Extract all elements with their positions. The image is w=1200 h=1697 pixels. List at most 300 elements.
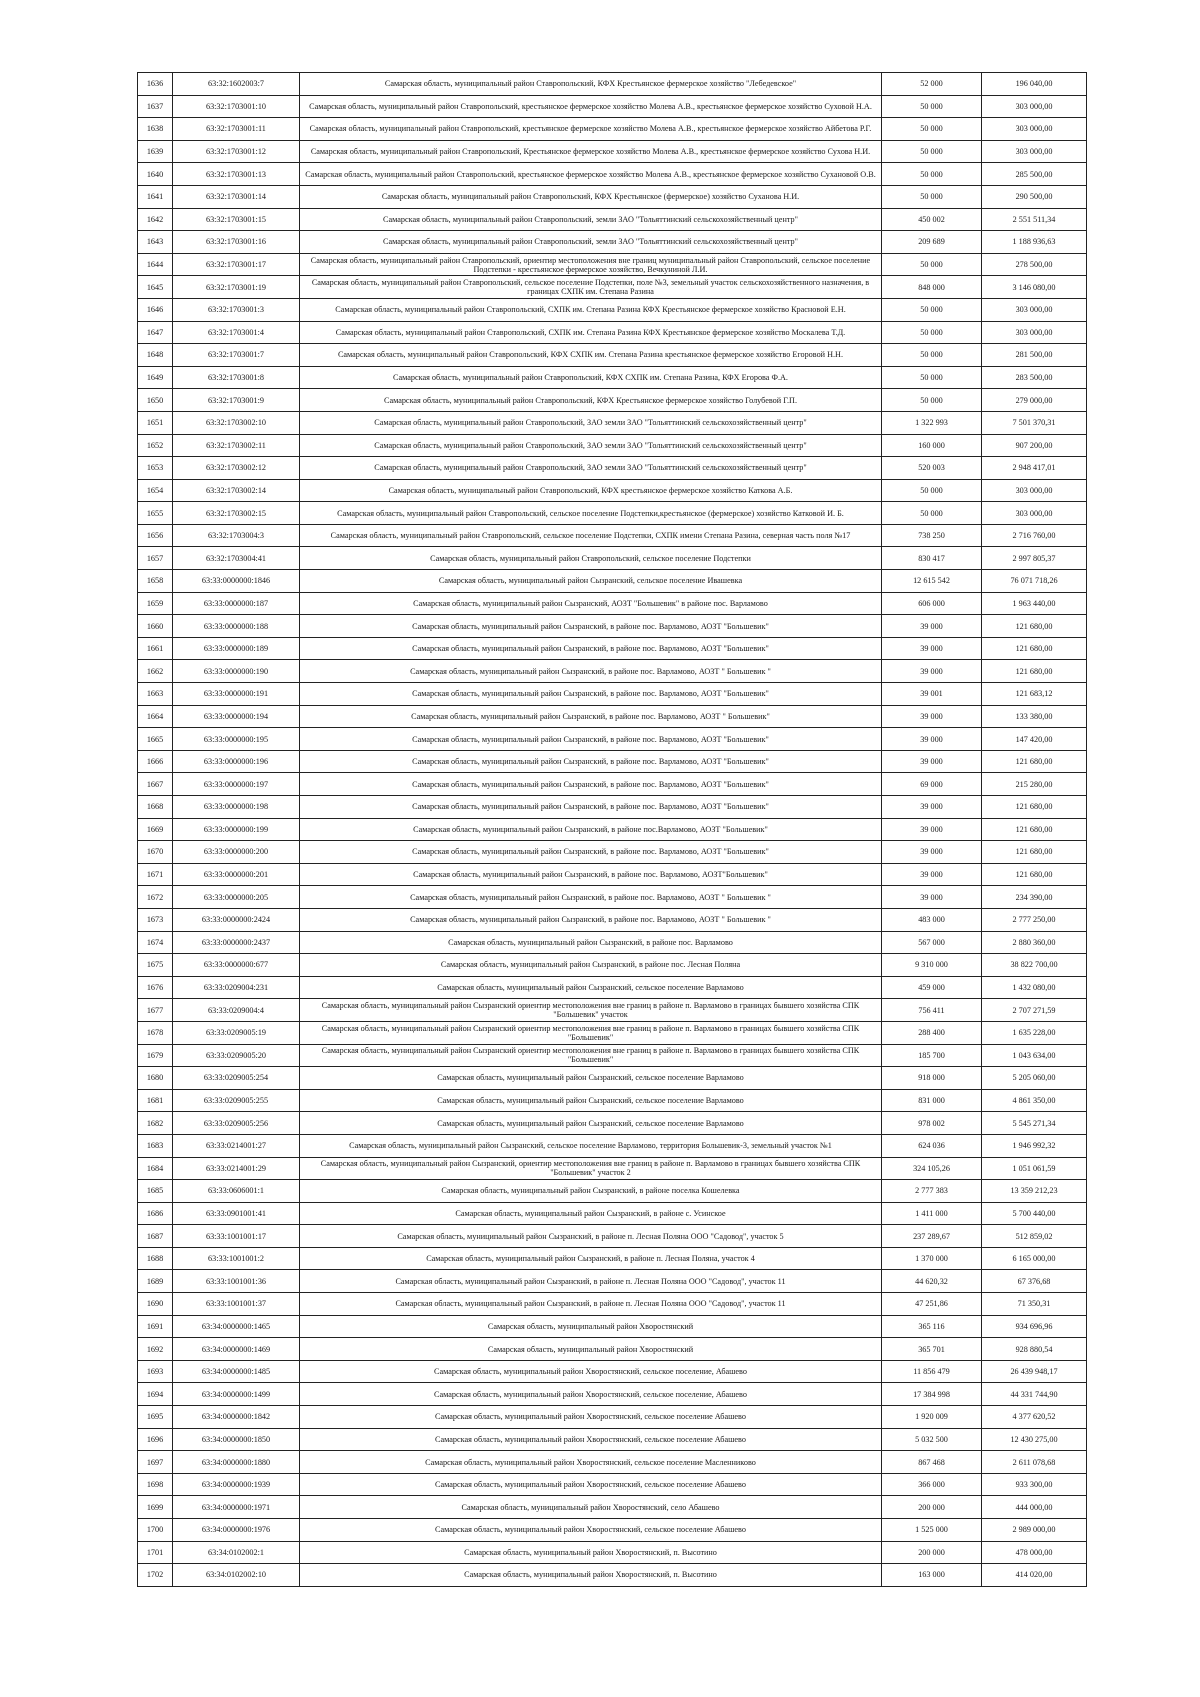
address-cell: Самарская область, муниципальный район Сызранский, сельское поселение Варламово	[300, 1112, 882, 1135]
table-row	[138, 118, 1087, 141]
row-number-cell: 1659	[138, 592, 173, 615]
area-cell: 50 000	[882, 389, 982, 412]
address-cell: Самарская область, муниципальный район Сызранский, в районе п. Лесная Поляна ООО "Садовод", участок 11	[300, 1270, 882, 1293]
table-row	[138, 1270, 1087, 1293]
cadastral-value-cell: 907 200,00	[982, 434, 1087, 457]
row-number-cell: 1643	[138, 231, 173, 254]
table-row	[138, 185, 1087, 208]
table-row	[138, 931, 1087, 954]
cadastral-number-cell: 63:33:0209005:19	[173, 1021, 300, 1044]
address-cell: Самарская область, муниципальный район Хворостянский, сельское поселение Абашево	[300, 1519, 882, 1542]
address-cell: Самарская область, муниципальный район Хворостянский, сельское поселение, Абашево	[300, 1383, 882, 1406]
cadastral-number-cell: 63:32:1703002:11	[173, 434, 300, 457]
address-cell: Самарская область, муниципальный район Сызранский, в районе пос. Варламово, АОЗТ "Большевик"	[300, 773, 882, 796]
cadastral-value-cell: 2 948 417,01	[982, 457, 1087, 480]
cadastral-value-cell: 4 861 350,00	[982, 1089, 1087, 1112]
table-row	[138, 1519, 1087, 1542]
row-number-cell: 1638	[138, 118, 173, 141]
table-row	[138, 1112, 1087, 1135]
table-row	[138, 479, 1087, 502]
row-number-cell: 1683	[138, 1134, 173, 1157]
area-cell: 50 000	[882, 95, 982, 118]
address-cell: Самарская область, муниципальный район Сызранский, ориентир местоположения вне границ в районе п. Варламово в границах бывшего хозяйства СПК "Большевик" участок 2	[300, 1157, 882, 1180]
table-row	[138, 705, 1087, 728]
cadastral-value-cell: 1 963 440,00	[982, 592, 1087, 615]
row-number-cell: 1695	[138, 1406, 173, 1429]
row-number-cell: 1656	[138, 524, 173, 547]
address-cell: Самарская область, муниципальный район Сызранский, в районе пос. Варламово, АОЗТ "Большевик"	[300, 637, 882, 660]
address-cell: Самарская область, муниципальный район Хворостянский	[300, 1338, 882, 1361]
table-row	[138, 366, 1087, 389]
cadastral-value-cell: 303 000,00	[982, 95, 1087, 118]
area-cell: 47 251,86	[882, 1293, 982, 1316]
table-row	[138, 524, 1087, 547]
row-number-cell: 1644	[138, 253, 173, 276]
row-number-cell: 1679	[138, 1044, 173, 1067]
cadastral-value-cell: 1 635 228,00	[982, 1021, 1087, 1044]
area-cell: 44 620,32	[882, 1270, 982, 1293]
area-cell: 39 000	[882, 660, 982, 683]
cadastral-value-cell: 121 683,12	[982, 683, 1087, 706]
cadastral-number-cell: 63:33:0000000:200	[173, 841, 300, 864]
land-plots-table	[137, 72, 1087, 1587]
area-cell: 39 000	[882, 818, 982, 841]
row-number-cell: 1636	[138, 73, 173, 96]
area-cell: 17 384 998	[882, 1383, 982, 1406]
address-cell: Самарская область, муниципальный район Сызранский, сельское поселение Ивашевка	[300, 570, 882, 593]
table-row	[138, 1383, 1087, 1406]
address-cell: Самарская область, муниципальный район Сызранский, в районе п. Лесная Поляна, участок 4	[300, 1247, 882, 1270]
row-number-cell: 1640	[138, 163, 173, 186]
row-number-cell: 1652	[138, 434, 173, 457]
cadastral-number-cell: 63:33:0901001:41	[173, 1202, 300, 1225]
address-cell: Самарская область, муниципальный район Сызранский ориентир местоположения вне границ в районе п. Варламово в границах бывшего хозяйства СПК "Большевик"	[300, 1044, 882, 1067]
row-number-cell: 1678	[138, 1021, 173, 1044]
area-cell: 50 000	[882, 366, 982, 389]
area-cell: 5 032 500	[882, 1428, 982, 1451]
address-cell: Самарская область, муниципальный район Ставропольский, земли ЗАО "Тольяттинский сельскохозяйственный центр"	[300, 231, 882, 254]
cadastral-number-cell: 63:32:1703002:15	[173, 502, 300, 525]
row-number-cell: 1666	[138, 750, 173, 773]
cadastral-number-cell: 63:33:0209005:255	[173, 1089, 300, 1112]
area-cell: 39 000	[882, 615, 982, 638]
row-number-cell: 1670	[138, 841, 173, 864]
cadastral-number-cell: 63:32:1703001:7	[173, 344, 300, 367]
area-cell: 50 000	[882, 344, 982, 367]
area-cell: 39 000	[882, 728, 982, 751]
address-cell: Самарская область, муниципальный район Сызранский, в районе пос. Варламово, АОЗТ "Большевик"	[300, 615, 882, 638]
row-number-cell: 1702	[138, 1564, 173, 1587]
cadastral-number-cell: 63:34:0000000:1485	[173, 1360, 300, 1383]
table-row	[138, 954, 1087, 977]
row-number-cell: 1694	[138, 1383, 173, 1406]
area-cell: 624 036	[882, 1134, 982, 1157]
row-number-cell: 1639	[138, 140, 173, 163]
area-cell: 50 000	[882, 140, 982, 163]
address-cell: Самарская область, муниципальный район Ставропольский, ориентир местоположения вне границ муниципальный район Ставропольский, сельское поселение Подстепки - крестьянское фермерское хозяйство, Вечкуниной Л.И.	[300, 253, 882, 276]
address-cell: Самарская область, муниципальный район Ставропольский, ЗАО земли ЗАО "Тольяттинский сельскохозяйственный центр"	[300, 457, 882, 480]
area-cell: 209 689	[882, 231, 982, 254]
row-number-cell: 1698	[138, 1473, 173, 1496]
area-cell: 69 000	[882, 773, 982, 796]
address-cell: Самарская область, муниципальный район Ставропольский, СХПК им. Степана Разина КФХ Крестьянское фермерское хозяйство Москалева Т.Д.	[300, 321, 882, 344]
table-row	[138, 728, 1087, 751]
address-cell: Самарская область, муниципальный район Сызранский ориентир местоположения вне границ в районе п. Варламово в границах бывшего хозяйства СПК "Большевик" участок	[300, 999, 882, 1022]
cadastral-value-cell: 3 146 080,00	[982, 276, 1087, 299]
table-row	[138, 1157, 1087, 1180]
cadastral-value-cell: 285 500,00	[982, 163, 1087, 186]
cadastral-number-cell: 63:33:0000000:197	[173, 773, 300, 796]
cadastral-number-cell: 63:33:0209004:231	[173, 976, 300, 999]
cadastral-value-cell: 5 700 440,00	[982, 1202, 1087, 1225]
row-number-cell: 1645	[138, 276, 173, 299]
row-number-cell: 1681	[138, 1089, 173, 1112]
row-number-cell: 1687	[138, 1225, 173, 1248]
address-cell: Самарская область, муниципальный район Сызранский, в районе пос.Варламово, АОЗТ "Большевик"	[300, 818, 882, 841]
cadastral-number-cell: 63:33:0209005:256	[173, 1112, 300, 1135]
area-cell: 288 400	[882, 1021, 982, 1044]
address-cell: Самарская область, муниципальный район Ставропольский, КФХ Крестьянское (фермерское) хозяйство Суханова Н.И.	[300, 185, 882, 208]
table-body	[138, 73, 1087, 1587]
cadastral-value-cell: 933 300,00	[982, 1473, 1087, 1496]
row-number-cell: 1673	[138, 908, 173, 931]
area-cell: 324 105,26	[882, 1157, 982, 1180]
table-row	[138, 1451, 1087, 1474]
address-cell: Самарская область, муниципальный район Сызранский, сельское поселение Варламово	[300, 1089, 882, 1112]
cadastral-number-cell: 63:32:1703002:14	[173, 479, 300, 502]
cadastral-number-cell: 63:34:0000000:1976	[173, 1519, 300, 1542]
address-cell: Самарская область, муниципальный район Сызранский ориентир местоположения вне границ в районе п. Варламово в границах бывшего хозяйства СПК "Большевик"	[300, 1021, 882, 1044]
row-number-cell: 1667	[138, 773, 173, 796]
address-cell: Самарская область, муниципальный район Ставропольский, ЗАО земли ЗАО "Тольяттинский сельскохозяйственный центр"	[300, 411, 882, 434]
cadastral-value-cell: 2 989 000,00	[982, 1519, 1087, 1542]
row-number-cell: 1649	[138, 366, 173, 389]
cadastral-value-cell: 2 716 760,00	[982, 524, 1087, 547]
cadastral-number-cell: 63:32:1703002:10	[173, 411, 300, 434]
area-cell: 39 000	[882, 841, 982, 864]
cadastral-number-cell: 63:32:1703001:9	[173, 389, 300, 412]
cadastral-value-cell: 234 390,00	[982, 886, 1087, 909]
area-cell: 918 000	[882, 1067, 982, 1090]
table-row	[138, 773, 1087, 796]
cadastral-number-cell: 63:33:0000000:1846	[173, 570, 300, 593]
table-row	[138, 1338, 1087, 1361]
row-number-cell: 1671	[138, 863, 173, 886]
cadastral-value-cell: 13 359 212,23	[982, 1180, 1087, 1203]
row-number-cell: 1663	[138, 683, 173, 706]
table-row	[138, 615, 1087, 638]
cadastral-value-cell: 2 880 360,00	[982, 931, 1087, 954]
address-cell: Самарская область, муниципальный район Сызранский, в районе пос. Варламово, АОЗТ "Большевик"	[300, 728, 882, 751]
cadastral-value-cell: 76 071 718,26	[982, 570, 1087, 593]
cadastral-value-cell: 303 000,00	[982, 479, 1087, 502]
address-cell: Самарская область, муниципальный район Ставропольский, земли ЗАО "Тольяттинский сельскохозяйственный центр"	[300, 208, 882, 231]
table-row	[138, 231, 1087, 254]
row-number-cell: 1680	[138, 1067, 173, 1090]
area-cell: 459 000	[882, 976, 982, 999]
cadastral-number-cell: 63:34:0102002:10	[173, 1564, 300, 1587]
cadastral-number-cell: 63:34:0000000:1469	[173, 1338, 300, 1361]
table-row	[138, 1089, 1087, 1112]
table-row	[138, 1180, 1087, 1203]
cadastral-value-cell: 147 420,00	[982, 728, 1087, 751]
cadastral-value-cell: 121 680,00	[982, 841, 1087, 864]
cadastral-value-cell: 303 000,00	[982, 321, 1087, 344]
area-cell: 830 417	[882, 547, 982, 570]
address-cell: Самарская область, муниципальный район Хворостянский, сельское поселение Абашево	[300, 1473, 882, 1496]
area-cell: 200 000	[882, 1496, 982, 1519]
address-cell: Самарская область, муниципальный район Ставропольский, крестьянское фермерское хозяйство Молева А.В., крестьянское фермерское хозяйство Айбетова Р.Г.	[300, 118, 882, 141]
area-cell: 50 000	[882, 253, 982, 276]
cadastral-number-cell: 63:32:1703001:17	[173, 253, 300, 276]
table-row	[138, 1293, 1087, 1316]
area-cell: 606 000	[882, 592, 982, 615]
address-cell: Самарская область, муниципальный район Сызранский, в районе пос. Варламово, АОЗТ"Большевик"	[300, 863, 882, 886]
area-cell: 163 000	[882, 1564, 982, 1587]
table-row	[138, 411, 1087, 434]
row-number-cell: 1647	[138, 321, 173, 344]
address-cell: Самарская область, муниципальный район Сызранский, в районе п. Лесная Поляна ООО "Садовод", участок 5	[300, 1225, 882, 1248]
area-cell: 160 000	[882, 434, 982, 457]
table-row	[138, 1360, 1087, 1383]
area-cell: 50 000	[882, 479, 982, 502]
address-cell: Самарская область, муниципальный район Сызранский, сельское поселение Варламово, территория Большевик-3, земельный участок №1	[300, 1134, 882, 1157]
cadastral-value-cell: 1 051 061,59	[982, 1157, 1087, 1180]
table-row	[138, 637, 1087, 660]
area-cell: 738 250	[882, 524, 982, 547]
cadastral-number-cell: 63:32:1703001:15	[173, 208, 300, 231]
cadastral-number-cell: 63:32:1703001:3	[173, 298, 300, 321]
row-number-cell: 1653	[138, 457, 173, 480]
cadastral-number-cell: 63:33:0000000:2437	[173, 931, 300, 954]
cadastral-number-cell: 63:33:0000000:191	[173, 683, 300, 706]
table-row	[138, 73, 1087, 96]
row-number-cell: 1658	[138, 570, 173, 593]
address-cell: Самарская область, муниципальный район Сызранский, в районе пос. Варламово, АОЗТ " Большевик"	[300, 705, 882, 728]
cadastral-number-cell: 63:33:0214001:29	[173, 1157, 300, 1180]
table-row	[138, 547, 1087, 570]
row-number-cell: 1674	[138, 931, 173, 954]
area-cell: 483 000	[882, 908, 982, 931]
row-number-cell: 1686	[138, 1202, 173, 1225]
table-row	[138, 502, 1087, 525]
address-cell: Самарская область, муниципальный район Ставропольский, сельское поселение Подстепки, поле №3, земельный участок сельскохозяйственного назначения, в границах СХПК им. Степана Разина	[300, 276, 882, 299]
address-cell: Самарская область, муниципальный район Ставропольский, крестьянское фермерское хозяйство Молева А.В., крестьянское фермерское хозяйство Сухановой О.В.	[300, 163, 882, 186]
area-cell: 50 000	[882, 118, 982, 141]
row-number-cell: 1692	[138, 1338, 173, 1361]
cadastral-number-cell: 63:34:0000000:1880	[173, 1451, 300, 1474]
cadastral-value-cell: 26 439 948,17	[982, 1360, 1087, 1383]
area-cell: 756 411	[882, 999, 982, 1022]
area-cell: 365 701	[882, 1338, 982, 1361]
address-cell: Самарская область, муниципальный район Сызранский, в районе пос. Варламово, АОЗТ "Большевик"	[300, 683, 882, 706]
table-row	[138, 1541, 1087, 1564]
address-cell: Самарская область, муниципальный район Ставропольский, КФХ СХПК им. Степана Разина крестьянское фермерское хозяйство Егоровой Н.Н.	[300, 344, 882, 367]
cadastral-value-cell: 2 707 271,59	[982, 999, 1087, 1022]
row-number-cell: 1696	[138, 1428, 173, 1451]
row-number-cell: 1637	[138, 95, 173, 118]
cadastral-number-cell: 63:33:0000000:190	[173, 660, 300, 683]
address-cell: Самарская область, муниципальный район Ставропольский, Крестьянское фермерское хозяйство Молева А.В., крестьянское фермерское хозяйство Сухова Н.И.	[300, 140, 882, 163]
address-cell: Самарская область, муниципальный район Ставропольский, ЗАО земли ЗАО "Тольяттинский сельскохозяйственный центр"	[300, 434, 882, 457]
area-cell: 39 001	[882, 683, 982, 706]
address-cell: Самарская область, муниципальный район Хворостянский, п. Высотино	[300, 1564, 882, 1587]
table-row	[138, 1202, 1087, 1225]
area-cell: 2 777 383	[882, 1180, 982, 1203]
table-row	[138, 999, 1087, 1022]
table-row	[138, 1496, 1087, 1519]
row-number-cell: 1668	[138, 796, 173, 819]
row-number-cell: 1675	[138, 954, 173, 977]
address-cell: Самарская область, муниципальный район Сызранский, в районе пос. Варламово, АОЗТ " Большевик "	[300, 660, 882, 683]
row-number-cell: 1650	[138, 389, 173, 412]
cadastral-value-cell: 444 000,00	[982, 1496, 1087, 1519]
area-cell: 1 370 000	[882, 1247, 982, 1270]
table-row	[138, 886, 1087, 909]
row-number-cell: 1697	[138, 1451, 173, 1474]
cadastral-value-cell: 1 432 080,00	[982, 976, 1087, 999]
address-cell: Самарская область, муниципальный район Сызранский, в районе п. Лесная Поляна ООО "Садовод", участок 11	[300, 1293, 882, 1316]
area-cell: 39 000	[882, 750, 982, 773]
cadastral-value-cell: 12 430 275,00	[982, 1428, 1087, 1451]
row-number-cell: 1672	[138, 886, 173, 909]
cadastral-value-cell: 121 680,00	[982, 637, 1087, 660]
row-number-cell: 1641	[138, 185, 173, 208]
cadastral-value-cell: 7 501 370,31	[982, 411, 1087, 434]
address-cell: Самарская область, муниципальный район Хворостянский, сельское поселение Масленниково	[300, 1451, 882, 1474]
cadastral-value-cell: 290 500,00	[982, 185, 1087, 208]
cadastral-number-cell: 63:33:0000000:201	[173, 863, 300, 886]
row-number-cell: 1691	[138, 1315, 173, 1338]
address-cell: Самарская область, муниципальный район Ставропольский, сельское поселение Подстепки,крестьянское (фермерское) хозяйство Катковой И. Б.	[300, 502, 882, 525]
table-row	[138, 863, 1087, 886]
area-cell: 1 411 000	[882, 1202, 982, 1225]
area-cell: 978 002	[882, 1112, 982, 1135]
table-row	[138, 1315, 1087, 1338]
area-cell: 39 000	[882, 863, 982, 886]
cadastral-number-cell: 63:33:0000000:187	[173, 592, 300, 615]
table-row	[138, 253, 1087, 276]
table-row	[138, 1044, 1087, 1067]
area-cell: 52 000	[882, 73, 982, 96]
row-number-cell: 1700	[138, 1519, 173, 1542]
cadastral-number-cell: 63:32:1703001:4	[173, 321, 300, 344]
area-cell: 831 000	[882, 1089, 982, 1112]
area-cell: 520 003	[882, 457, 982, 480]
table-row	[138, 389, 1087, 412]
area-cell: 11 856 479	[882, 1360, 982, 1383]
cadastral-number-cell: 63:34:0000000:1939	[173, 1473, 300, 1496]
address-cell: Самарская область, муниципальный район Ставропольский, сельское поселение Подстепки	[300, 547, 882, 570]
address-cell: Самарская область, муниципальный район Сызранский, в районе пос. Варламово, АОЗТ " Большевик "	[300, 908, 882, 931]
table-row	[138, 344, 1087, 367]
address-cell: Самарская область, муниципальный район Сызранский, в районе пос. Варламово, АОЗТ "Большевик"	[300, 796, 882, 819]
table-row	[138, 1021, 1087, 1044]
area-cell: 450 002	[882, 208, 982, 231]
table-row	[138, 1067, 1087, 1090]
cadastral-value-cell: 1 188 936,63	[982, 231, 1087, 254]
cadastral-value-cell: 279 000,00	[982, 389, 1087, 412]
row-number-cell: 1660	[138, 615, 173, 638]
cadastral-number-cell: 63:33:0000000:188	[173, 615, 300, 638]
cadastral-number-cell: 63:33:0000000:205	[173, 886, 300, 909]
cadastral-number-cell: 63:32:1703001:8	[173, 366, 300, 389]
address-cell: Самарская область, муниципальный район Хворостянский, сельское поселение, Абашево	[300, 1360, 882, 1383]
cadastral-value-cell: 121 680,00	[982, 615, 1087, 638]
address-cell: Самарская область, муниципальный район Сызранский, в районе пос. Лесная Поляна	[300, 954, 882, 977]
cadastral-number-cell: 63:33:0214001:27	[173, 1134, 300, 1157]
area-cell: 39 000	[882, 796, 982, 819]
table-row	[138, 434, 1087, 457]
cadastral-value-cell: 414 020,00	[982, 1564, 1087, 1587]
cadastral-number-cell: 63:32:1703001:12	[173, 140, 300, 163]
area-cell: 237 289,67	[882, 1225, 982, 1248]
cadastral-number-cell: 63:33:0000000:199	[173, 818, 300, 841]
row-number-cell: 1651	[138, 411, 173, 434]
address-cell: Самарская область, муниципальный район Сызранский, в районе пос. Варламово, АОЗТ "Большевик"	[300, 750, 882, 773]
cadastral-value-cell: 2 611 078,68	[982, 1451, 1087, 1474]
row-number-cell: 1688	[138, 1247, 173, 1270]
cadastral-value-cell: 121 680,00	[982, 660, 1087, 683]
cadastral-number-cell: 63:33:0000000:189	[173, 637, 300, 660]
row-number-cell: 1648	[138, 344, 173, 367]
address-cell: Самарская область, муниципальный район Сызранский, в районе поселка Кошелевка	[300, 1180, 882, 1203]
area-cell: 50 000	[882, 321, 982, 344]
cadastral-number-cell: 63:33:0000000:677	[173, 954, 300, 977]
table-row	[138, 908, 1087, 931]
cadastral-value-cell: 934 696,96	[982, 1315, 1087, 1338]
table-row	[138, 1564, 1087, 1587]
cadastral-number-cell: 63:33:0000000:198	[173, 796, 300, 819]
cadastral-number-cell: 63:33:0209004:4	[173, 999, 300, 1022]
cadastral-value-cell: 5 205 060,00	[982, 1067, 1087, 1090]
cadastral-number-cell: 63:33:0209005:20	[173, 1044, 300, 1067]
address-cell: Самарская область, муниципальный район Сызранский, в районе с. Усинское	[300, 1202, 882, 1225]
cadastral-number-cell: 63:34:0000000:1842	[173, 1406, 300, 1429]
table-row	[138, 298, 1087, 321]
row-number-cell: 1701	[138, 1541, 173, 1564]
address-cell: Самарская область, муниципальный район Хворостянский, п. Высотино	[300, 1541, 882, 1564]
area-cell: 365 116	[882, 1315, 982, 1338]
cadastral-number-cell: 63:33:1001001:17	[173, 1225, 300, 1248]
cadastral-value-cell: 6 165 000,00	[982, 1247, 1087, 1270]
address-cell: Самарская область, муниципальный район Сызранский, АОЗТ "Большевик" в районе пос. Варламово	[300, 592, 882, 615]
address-cell: Самарская область, муниципальный район Ставропольский, КФХ Крестьянское фермерское хозяйство "Лебедевское"	[300, 73, 882, 96]
cadastral-value-cell: 5 545 271,34	[982, 1112, 1087, 1135]
cadastral-value-cell: 196 040,00	[982, 73, 1087, 96]
cadastral-value-cell: 215 280,00	[982, 773, 1087, 796]
cadastral-number-cell: 63:32:1703001:19	[173, 276, 300, 299]
area-cell: 1 525 000	[882, 1519, 982, 1542]
cadastral-value-cell: 2 997 805,37	[982, 547, 1087, 570]
cadastral-number-cell: 63:34:0000000:1499	[173, 1383, 300, 1406]
cadastral-value-cell: 1 043 634,00	[982, 1044, 1087, 1067]
address-cell: Самарская область, муниципальный район Хворостянский, сельское поселение Абашево	[300, 1428, 882, 1451]
cadastral-number-cell: 63:33:0000000:194	[173, 705, 300, 728]
table-row	[138, 1406, 1087, 1429]
area-cell: 867 468	[882, 1451, 982, 1474]
row-number-cell: 1669	[138, 818, 173, 841]
cadastral-number-cell: 63:34:0000000:1465	[173, 1315, 300, 1338]
cadastral-number-cell: 63:32:1703004:3	[173, 524, 300, 547]
row-number-cell: 1654	[138, 479, 173, 502]
row-number-cell: 1661	[138, 637, 173, 660]
cadastral-value-cell: 121 680,00	[982, 818, 1087, 841]
cadastral-number-cell: 63:32:1703001:14	[173, 185, 300, 208]
address-cell: Самарская область, муниципальный район Сызранский, сельское поселение Варламово	[300, 1067, 882, 1090]
row-number-cell: 1665	[138, 728, 173, 751]
address-cell: Самарская область, муниципальный район Сызранский, в районе пос. Варламово	[300, 931, 882, 954]
